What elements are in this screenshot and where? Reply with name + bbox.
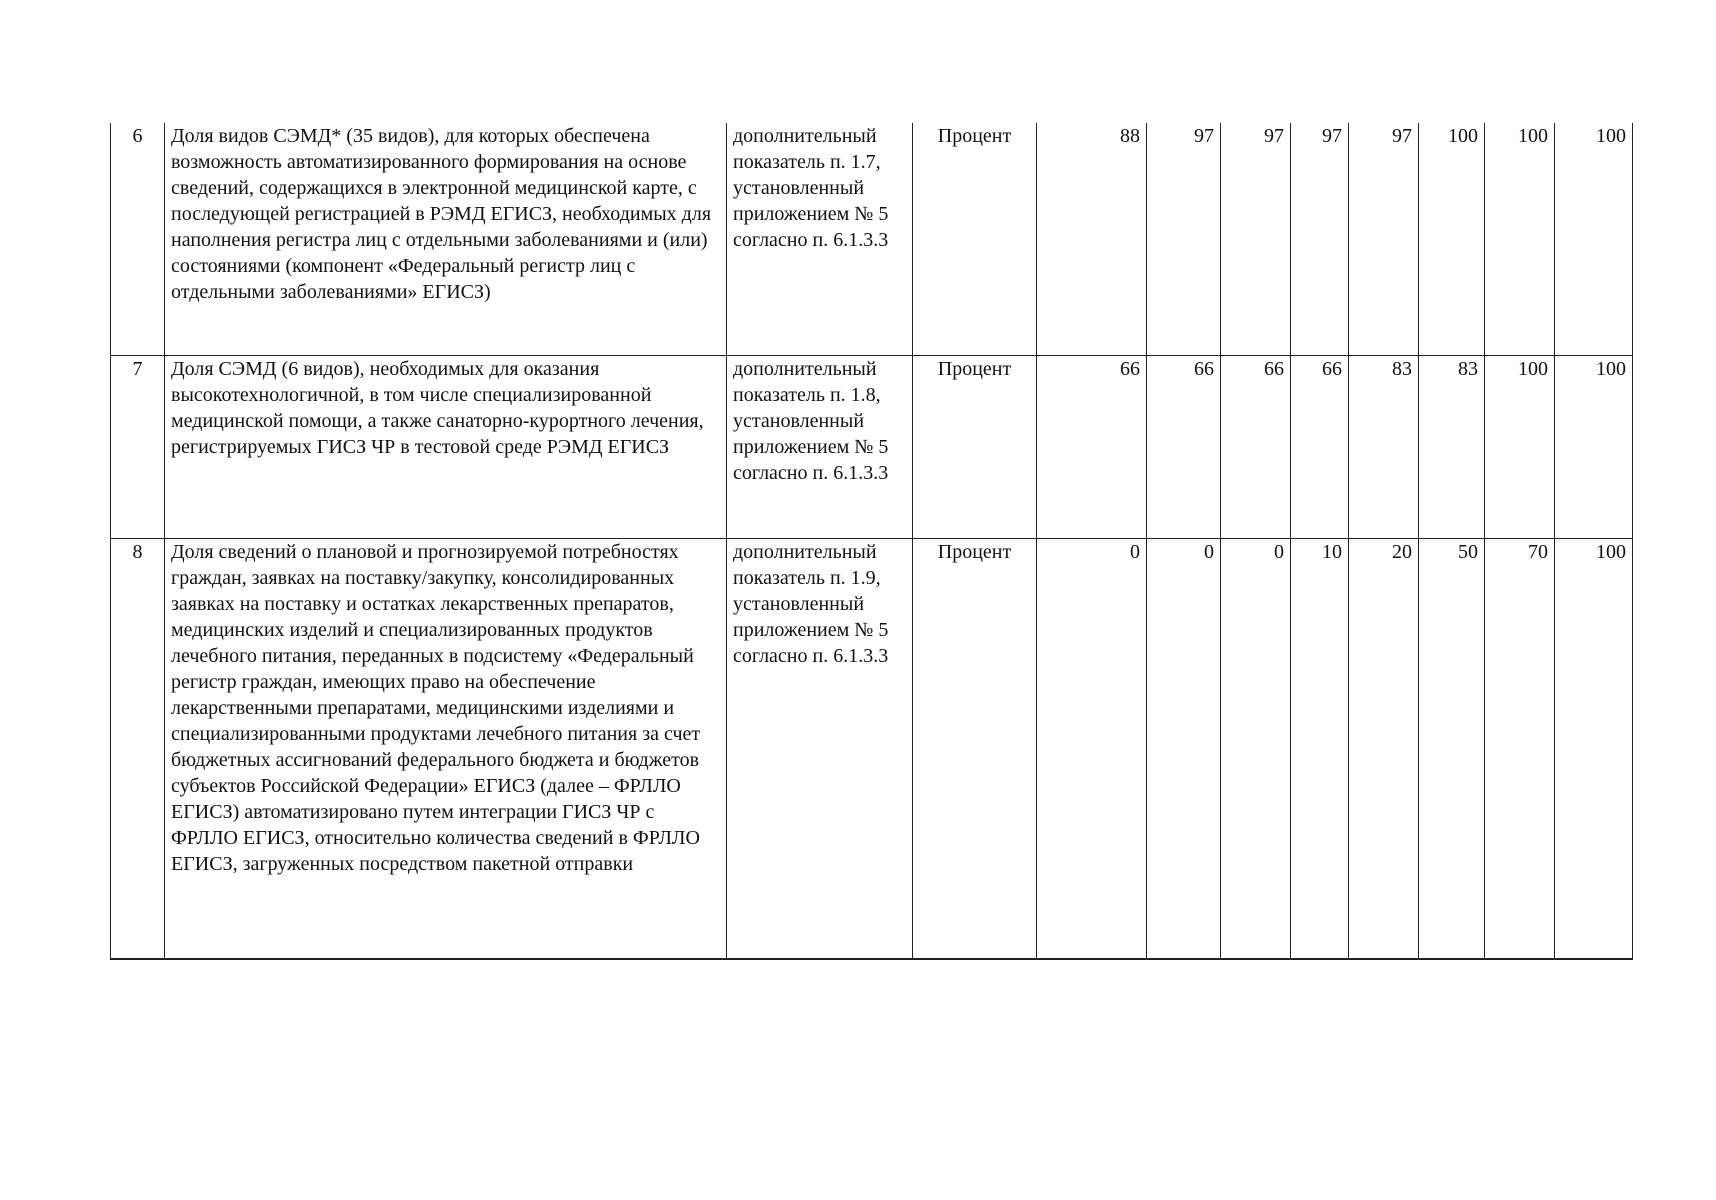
- value-cell: 100: [1485, 123, 1555, 356]
- indicator-name: Доля СЭМД (6 видов), необходимых для оказания высокотехнологичной, в том числе специализированной медицинской помощи, а также санаторно-курортного лечения, регистрируемых ГИСЗ ЧР в тестовой среде РЭМД ЕГИСЗ: [165, 356, 727, 539]
- value-cell: 100: [1419, 123, 1485, 356]
- indicator-basis: дополнительный показатель п. 1.7, установленный приложением № 5 согласно п. 6.1.3.3: [727, 123, 913, 356]
- table-row: [111, 123, 1633, 356]
- value-cell: 83: [1419, 356, 1485, 539]
- value-cell: 97: [1291, 123, 1349, 356]
- value-cell: 100: [1555, 356, 1633, 539]
- value-cell: 66: [1037, 356, 1147, 539]
- value-cell: 97: [1147, 123, 1221, 356]
- indicators-table: [110, 123, 1633, 960]
- value-cell: 66: [1147, 356, 1221, 539]
- row-number: 7: [111, 356, 165, 539]
- row-number: 6: [111, 123, 165, 356]
- indicator-name: Доля сведений о плановой и прогнозируемой потребностях граждан, заявках на поставку/закупку, консолидированных заявках на поставку и остатках лекарственных препаратов, медицинских изделий и специализированных продуктов лечебного питания, переданных в подсистему «Федеральный регистр граждан, имеющих право на обеспечение лекарственными препаратами, медицинскими изделиями и специализированными продуктами лечебного питания за счет бюджетных ассигнований федерального бюджета и бюджетов субъектов Российской Федерации» ЕГИСЗ (далее – ФРЛЛО ЕГИСЗ) автоматизировано путем интеграции ГИСЗ ЧР с ФРЛЛО ЕГИСЗ, относительно количества сведений в ФРЛЛО ЕГИСЗ, загруженных посредством пакетной отправки: [165, 539, 727, 960]
- indicator-name: Доля видов СЭМД* (35 видов), для которых обеспечена возможность автоматизированного формирования на основе сведений, содержащихся в электронной медицинской карте, с последующей регистрацией в РЭМД ЕГИСЗ, необходимых для наполнения регистра лиц с отдельными заболеваниями и (или) состояниями (компонент «Федеральный регистр лиц с отдельными заболеваниями» ЕГИСЗ): [165, 123, 727, 356]
- value-cell: 83: [1349, 356, 1419, 539]
- value-cell: 97: [1221, 123, 1291, 356]
- value-cell: 66: [1221, 356, 1291, 539]
- table-row: [111, 356, 1633, 539]
- row-number: 8: [111, 539, 165, 960]
- value-cell: 100: [1555, 539, 1633, 960]
- indicator-basis: дополнительный показатель п. 1.8, установленный приложением № 5 согласно п. 6.1.3.3: [727, 356, 913, 539]
- table-row: [111, 539, 1633, 960]
- value-cell: 20: [1349, 539, 1419, 960]
- value-cell: 10: [1291, 539, 1349, 960]
- value-cell: 100: [1555, 123, 1633, 356]
- indicator-basis: дополнительный показатель п. 1.9, установленный приложением № 5 согласно п. 6.1.3.3: [727, 539, 913, 960]
- value-cell: 97: [1349, 123, 1419, 356]
- unit-cell: Процент: [913, 539, 1037, 960]
- value-cell: 0: [1221, 539, 1291, 960]
- unit-cell: Процент: [913, 123, 1037, 356]
- value-cell: 100: [1485, 356, 1555, 539]
- value-cell: 70: [1485, 539, 1555, 960]
- unit-cell: Процент: [913, 356, 1037, 539]
- value-cell: 88: [1037, 123, 1147, 356]
- value-cell: 50: [1419, 539, 1485, 960]
- value-cell: 66: [1291, 356, 1349, 539]
- value-cell: 0: [1147, 539, 1221, 960]
- value-cell: 0: [1037, 539, 1147, 960]
